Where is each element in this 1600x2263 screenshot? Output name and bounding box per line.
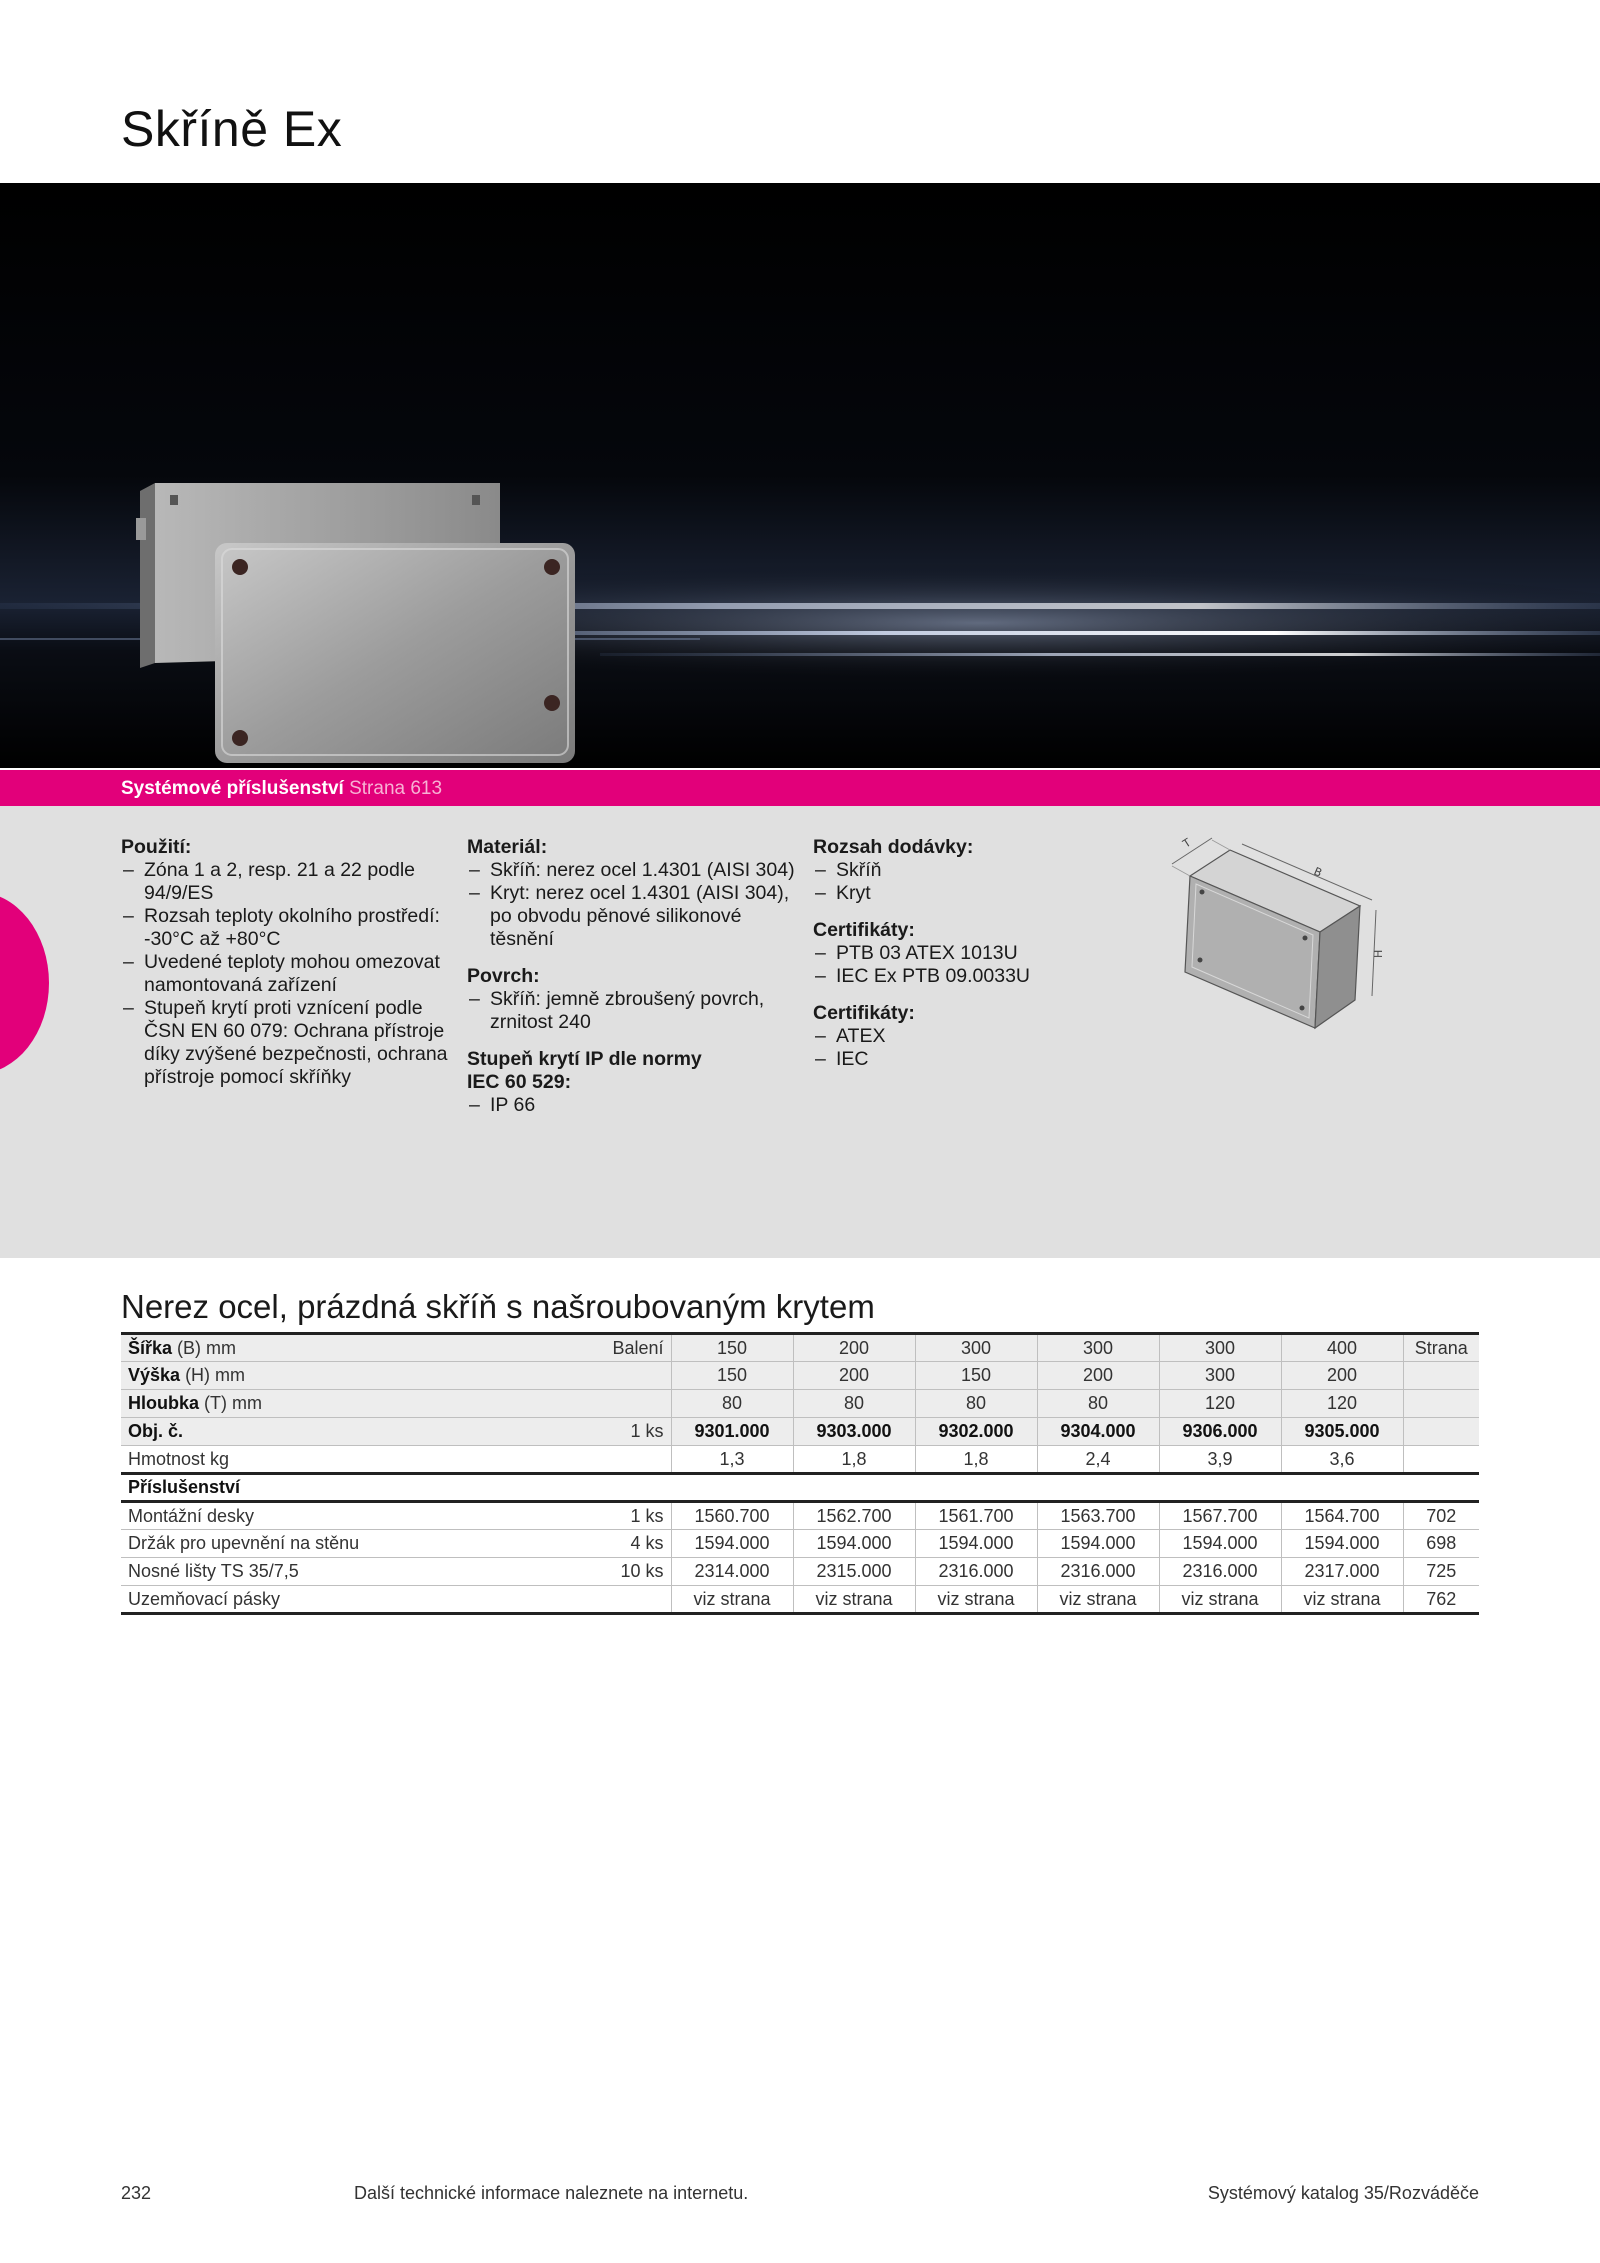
ip-heading-standard: IEC 60 529: xyxy=(467,1071,572,1093)
table-cell: viz strana xyxy=(793,1586,915,1614)
table-row xyxy=(121,1558,1479,1586)
table-cell: Montážní desky xyxy=(121,1502,579,1530)
table-cell: 200 xyxy=(1281,1362,1403,1390)
table-cell: 80 xyxy=(793,1390,915,1418)
table-cell: 2316.000 xyxy=(915,1558,1037,1586)
certificates-heading: Certifikáty: xyxy=(813,919,915,941)
table-cell: 400 xyxy=(1281,1334,1403,1362)
table-cell: 1562.700 xyxy=(793,1502,915,1530)
table-cell: 1 ks xyxy=(579,1418,671,1446)
table-cell: 150 xyxy=(671,1362,793,1390)
table-cell: 1,8 xyxy=(915,1446,1037,1474)
table-cell: 3,6 xyxy=(1281,1446,1403,1474)
table-cell: 2314.000 xyxy=(671,1558,793,1586)
table-cell: 2315.000 xyxy=(793,1558,915,1586)
table-cell: 150 xyxy=(915,1362,1037,1390)
depth-label: T xyxy=(1180,835,1194,851)
usage-column xyxy=(121,836,451,1089)
ip-list xyxy=(467,1094,797,1117)
height-label-bold: Výška xyxy=(128,1365,181,1385)
page-title: Skříně Ex xyxy=(121,101,343,157)
pack-header: Balení xyxy=(579,1334,671,1362)
height-label: H xyxy=(1372,949,1385,958)
table-cell: 300 xyxy=(1159,1334,1281,1362)
certificates-heading-2: Certifikáty: xyxy=(813,1002,915,1024)
accessories-label: Systémové příslušenství xyxy=(121,778,344,799)
table-cell: 1 ks xyxy=(579,1502,671,1530)
width-label-bold: Šířka xyxy=(128,1337,173,1358)
table-cell: 1594.000 xyxy=(793,1530,915,1558)
table-cell: 1594.000 xyxy=(1037,1530,1159,1558)
table-cell: 725 xyxy=(1403,1558,1479,1586)
table-cell: 200 xyxy=(793,1334,915,1362)
certificates-list-2 xyxy=(813,1025,1113,1071)
table-cell xyxy=(579,1586,671,1614)
width-label: B xyxy=(1311,864,1324,880)
list-item: – Skříň: jemně zbroušený povrch, zrnitost 240 xyxy=(467,988,797,1034)
material-list xyxy=(467,859,797,951)
table-cell: viz strana xyxy=(1159,1586,1281,1614)
table-cell: 1594.000 xyxy=(671,1530,793,1558)
table-cell: 1560.700 xyxy=(671,1502,793,1530)
list-item: – IP 66 xyxy=(467,1094,797,1117)
material-column xyxy=(467,836,797,1117)
list-item: – Zóna 1 a 2, resp. 21 a 22 podle 94/9/ES xyxy=(121,859,451,905)
product-table xyxy=(121,1332,1479,1615)
table-cell: 1564.700 xyxy=(1281,1502,1403,1530)
list-item: – Stupeň krytí proti vznícení podle ČSN EN 60 079: Ochrana přístroje díky zvýšené bezpečnosti, ochrana přístroje pomocí skříňky xyxy=(121,997,451,1089)
list-item: – Rozsah teploty okolního prostředí: -30°C až +80°C xyxy=(121,905,451,951)
table-section-row xyxy=(121,1474,1479,1502)
table-cell: 1561.700 xyxy=(915,1502,1037,1530)
table-cell: 1,8 xyxy=(793,1446,915,1474)
table-cell: 300 xyxy=(915,1334,1037,1362)
table-cell: 9304.000 xyxy=(1037,1418,1159,1446)
table-cell: 80 xyxy=(671,1390,793,1418)
page-header: Strana xyxy=(1403,1334,1479,1362)
list-item: – Kryt: nerez ocel 1.4301 (AISI 304), po obvodu pěnové silikonové těsnění xyxy=(467,882,797,951)
list-item: – Uvedené teploty mohou omezovat namontovaná zařízení xyxy=(121,951,451,997)
table-cell: 120 xyxy=(1159,1390,1281,1418)
table-cell: 4 ks xyxy=(579,1530,671,1558)
table-cell: 698 xyxy=(1403,1530,1479,1558)
table-cell: 9303.000 xyxy=(793,1418,915,1446)
list-item: – ATEX xyxy=(813,1025,1113,1048)
depth-label-unit: (T) mm xyxy=(199,1393,262,1413)
table-row xyxy=(121,1418,1479,1446)
table-cell: 9301.000 xyxy=(671,1418,793,1446)
page-number: 232 xyxy=(121,2183,152,2203)
table-row xyxy=(121,1530,1479,1558)
surface-list xyxy=(467,988,797,1034)
table-row xyxy=(121,1446,1479,1474)
enclosure-dimension-diagram xyxy=(1150,828,1410,1038)
table-cell: 762 xyxy=(1403,1586,1479,1614)
height-label-unit: (H) mm xyxy=(180,1365,246,1385)
certificates-list xyxy=(813,942,1113,988)
usage-list xyxy=(121,859,451,1089)
table-cell: viz strana xyxy=(671,1586,793,1614)
table-cell: 1567.700 xyxy=(1159,1502,1281,1530)
table-cell: viz strana xyxy=(915,1586,1037,1614)
table-cell: 200 xyxy=(793,1362,915,1390)
table-cell: 1594.000 xyxy=(1159,1530,1281,1558)
accessories-section-label: Příslušenství xyxy=(121,1474,1479,1502)
table-title: Nerez ocel, prázdná skříň s našroubovaným krytem xyxy=(121,1288,875,1325)
accessories-page-ref: Strana 613 xyxy=(349,778,443,799)
table-row xyxy=(121,1586,1479,1614)
table-cell: 2316.000 xyxy=(1037,1558,1159,1586)
table-cell: viz strana xyxy=(1037,1586,1159,1614)
table-cell: Držák pro upevnění na stěnu xyxy=(121,1530,579,1558)
table-cell: 10 ks xyxy=(579,1558,671,1586)
table-row xyxy=(121,1334,1479,1362)
table-cell: viz strana xyxy=(1281,1586,1403,1614)
depth-label-bold: Hloubka xyxy=(128,1393,200,1413)
table-cell: 1563.700 xyxy=(1037,1502,1159,1530)
table-cell: 1594.000 xyxy=(1281,1530,1403,1558)
table-cell: Nosné lišty TS 35/7,5 xyxy=(121,1558,579,1586)
order-number-label: Obj. č. xyxy=(128,1421,184,1441)
table-row xyxy=(121,1362,1479,1390)
table-cell: 200 xyxy=(1037,1362,1159,1390)
table-cell: 2316.000 xyxy=(1159,1558,1281,1586)
table-cell: 300 xyxy=(1159,1362,1281,1390)
material-heading: Materiál: xyxy=(467,836,548,858)
table-cell: Uzemňovací pásky xyxy=(121,1586,579,1614)
accessories-bar xyxy=(0,770,1600,806)
table-cell: 1594.000 xyxy=(915,1530,1037,1558)
supply-heading: Rozsah dodávky: xyxy=(813,836,974,858)
footer-note: Další technické informace naleznete na internetu. xyxy=(354,2183,749,2203)
table-row xyxy=(121,1502,1479,1530)
table-cell: 2317.000 xyxy=(1281,1558,1403,1586)
table-cell: 120 xyxy=(1281,1390,1403,1418)
supply-list xyxy=(813,859,1113,905)
table-cell: 9305.000 xyxy=(1281,1418,1403,1446)
list-item: – Kryt xyxy=(813,882,1113,905)
table-cell: 9302.000 xyxy=(915,1418,1037,1446)
list-item: – Skříň xyxy=(813,859,1113,882)
hero-product-image xyxy=(0,183,1600,768)
footer-catalog: Systémový katalog 35/Rozváděče xyxy=(1207,2183,1479,2203)
supply-column xyxy=(813,836,1113,1071)
table-cell: 2,4 xyxy=(1037,1446,1159,1474)
table-row xyxy=(121,1390,1479,1418)
table-cell: 1,3 xyxy=(671,1446,793,1474)
weight-label: Hmotnost kg xyxy=(121,1446,579,1474)
table-cell: 3,9 xyxy=(1159,1446,1281,1474)
table-cell: 702 xyxy=(1403,1502,1479,1530)
usage-heading: Použití: xyxy=(121,836,192,858)
list-item: – Skříň: nerez ocel 1.4301 (AISI 304) xyxy=(467,859,797,882)
table-cell: 9306.000 xyxy=(1159,1418,1281,1446)
table-cell: 80 xyxy=(1037,1390,1159,1418)
table-cell: 150 xyxy=(671,1334,793,1362)
ip-heading: Stupeň krytí IP dle normy xyxy=(467,1048,702,1070)
table-cell: 80 xyxy=(915,1390,1037,1418)
surface-heading: Povrch: xyxy=(467,965,540,987)
list-item: – IEC xyxy=(813,1048,1113,1071)
list-item: – IEC Ex PTB 09.0033U xyxy=(813,965,1113,988)
width-label-unit: (B) mm xyxy=(172,1337,237,1358)
list-item: – PTB 03 ATEX 1013U xyxy=(813,942,1113,965)
table-cell: 300 xyxy=(1037,1334,1159,1362)
